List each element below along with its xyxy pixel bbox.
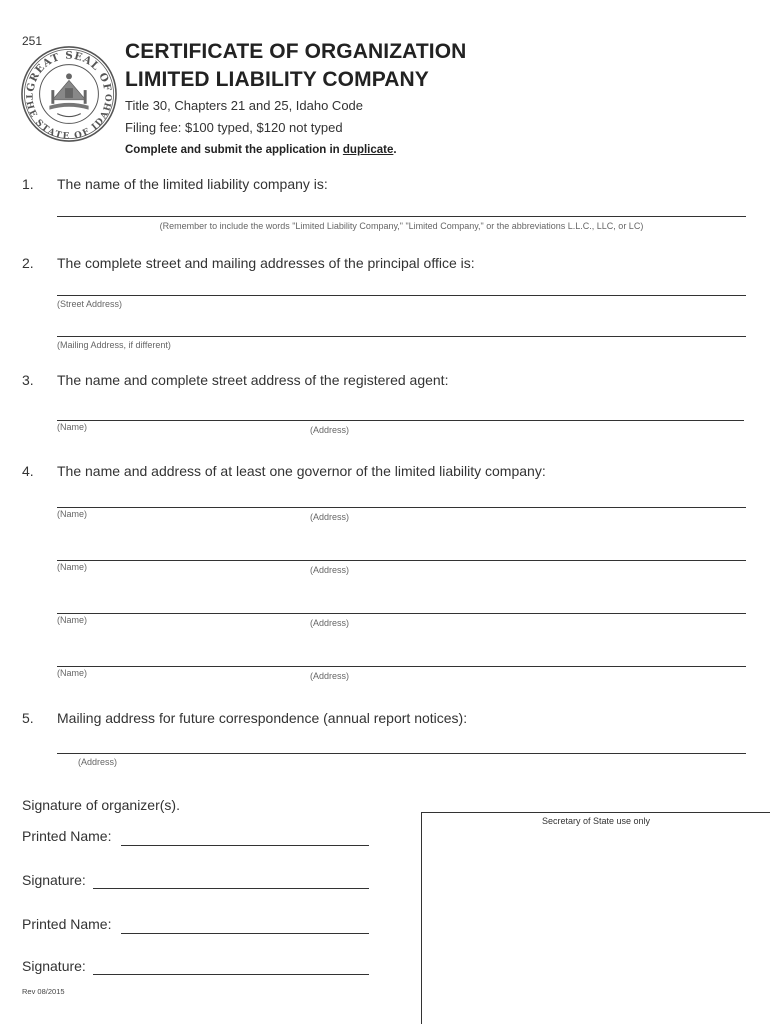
svg-text:THE STATE OF IDAHO xyxy=(23,93,115,142)
registered-agent-address-hint: (Address) xyxy=(310,425,350,435)
submission-instruction: Complete and submit the application in duplicate. xyxy=(125,144,397,156)
state-seal-icon xyxy=(20,45,118,143)
form-title-line-2: LIMITED LIABILITY COMPANY xyxy=(125,68,429,91)
signature-2-field[interactable] xyxy=(93,974,369,975)
correspondence-address-field[interactable] xyxy=(57,753,746,754)
signature-2-label: Signature: xyxy=(22,958,86,974)
signature-heading: Signature of organizer(s). xyxy=(22,797,180,813)
seal-bottom-text: THE STATE OF IDAHO xyxy=(23,93,115,142)
correspondence-address-hint: (Address) xyxy=(78,757,118,767)
question-2-number: 2. xyxy=(22,255,34,271)
office-use-box xyxy=(421,812,770,1024)
signature-1-field[interactable] xyxy=(93,888,369,889)
mailing-address-hint: (Mailing Address, if different) xyxy=(57,340,171,350)
street-address-field[interactable] xyxy=(57,295,746,296)
question-2-text: The complete street and mailing addresses of the principal office is: xyxy=(57,255,475,271)
revision-date: Rev 08/2015 xyxy=(22,987,65,996)
question-3-number: 3. xyxy=(22,372,34,388)
printed-name-2-field[interactable] xyxy=(121,933,369,934)
question-1-number: 1. xyxy=(22,176,34,192)
governor-4-name-hint: (Name) xyxy=(57,668,88,678)
governor-3-field[interactable] xyxy=(57,613,746,614)
question-4-text: The name and address of at least one governor of the limited liability company: xyxy=(57,463,546,479)
seal-top-text: GREAT SEAL OF xyxy=(24,49,114,93)
mailing-address-field[interactable] xyxy=(57,336,746,337)
governor-1-address-hint: (Address) xyxy=(310,512,350,522)
registered-agent-field[interactable] xyxy=(57,420,744,421)
company-name-field[interactable] xyxy=(57,216,746,217)
governor-2-address-hint: (Address) xyxy=(310,565,350,575)
filing-fee: Filing fee: $100 typed, $120 not typed xyxy=(125,120,343,135)
governor-1-field[interactable] xyxy=(57,507,746,508)
governor-2-field[interactable] xyxy=(57,560,746,561)
question-5-number: 5. xyxy=(22,710,34,726)
signature-1-label: Signature: xyxy=(22,872,86,888)
question-1-text: The name of the limited liability company is: xyxy=(57,176,328,192)
governor-4-field[interactable] xyxy=(57,666,746,667)
registered-agent-name-hint: (Name) xyxy=(57,422,88,432)
form-title-line-1: CERTIFICATE OF ORGANIZATION xyxy=(125,40,467,63)
governor-4-address-hint: (Address) xyxy=(310,671,350,681)
question-4-number: 4. xyxy=(22,463,34,479)
governor-3-name-hint: (Name) xyxy=(57,615,88,625)
printed-name-1-field[interactable] xyxy=(121,845,369,846)
form-number: 251 xyxy=(22,34,43,48)
governor-1-name-hint: (Name) xyxy=(57,509,88,519)
office-use-label: Secretary of State use only xyxy=(541,816,651,826)
street-address-hint: (Street Address) xyxy=(57,299,123,309)
statute-reference: Title 30, Chapters 21 and 25, Idaho Code xyxy=(125,98,364,113)
printed-name-2-label: Printed Name: xyxy=(22,916,112,932)
question-5-text: Mailing address for future correspondence (annual report notices): xyxy=(57,710,468,726)
question-3-text: The name and complete street address of the registered agent: xyxy=(57,372,449,388)
company-name-hint: (Remember to include the words "Limited Liability Company," "Limited Company," or the abbreviations L.L.C., LLC, or LC) xyxy=(159,221,644,231)
duplicate-emphasis: duplicate xyxy=(342,144,394,156)
printed-name-1-label: Printed Name: xyxy=(22,828,112,844)
governor-2-name-hint: (Name) xyxy=(57,562,88,572)
governor-3-address-hint: (Address) xyxy=(310,618,350,628)
